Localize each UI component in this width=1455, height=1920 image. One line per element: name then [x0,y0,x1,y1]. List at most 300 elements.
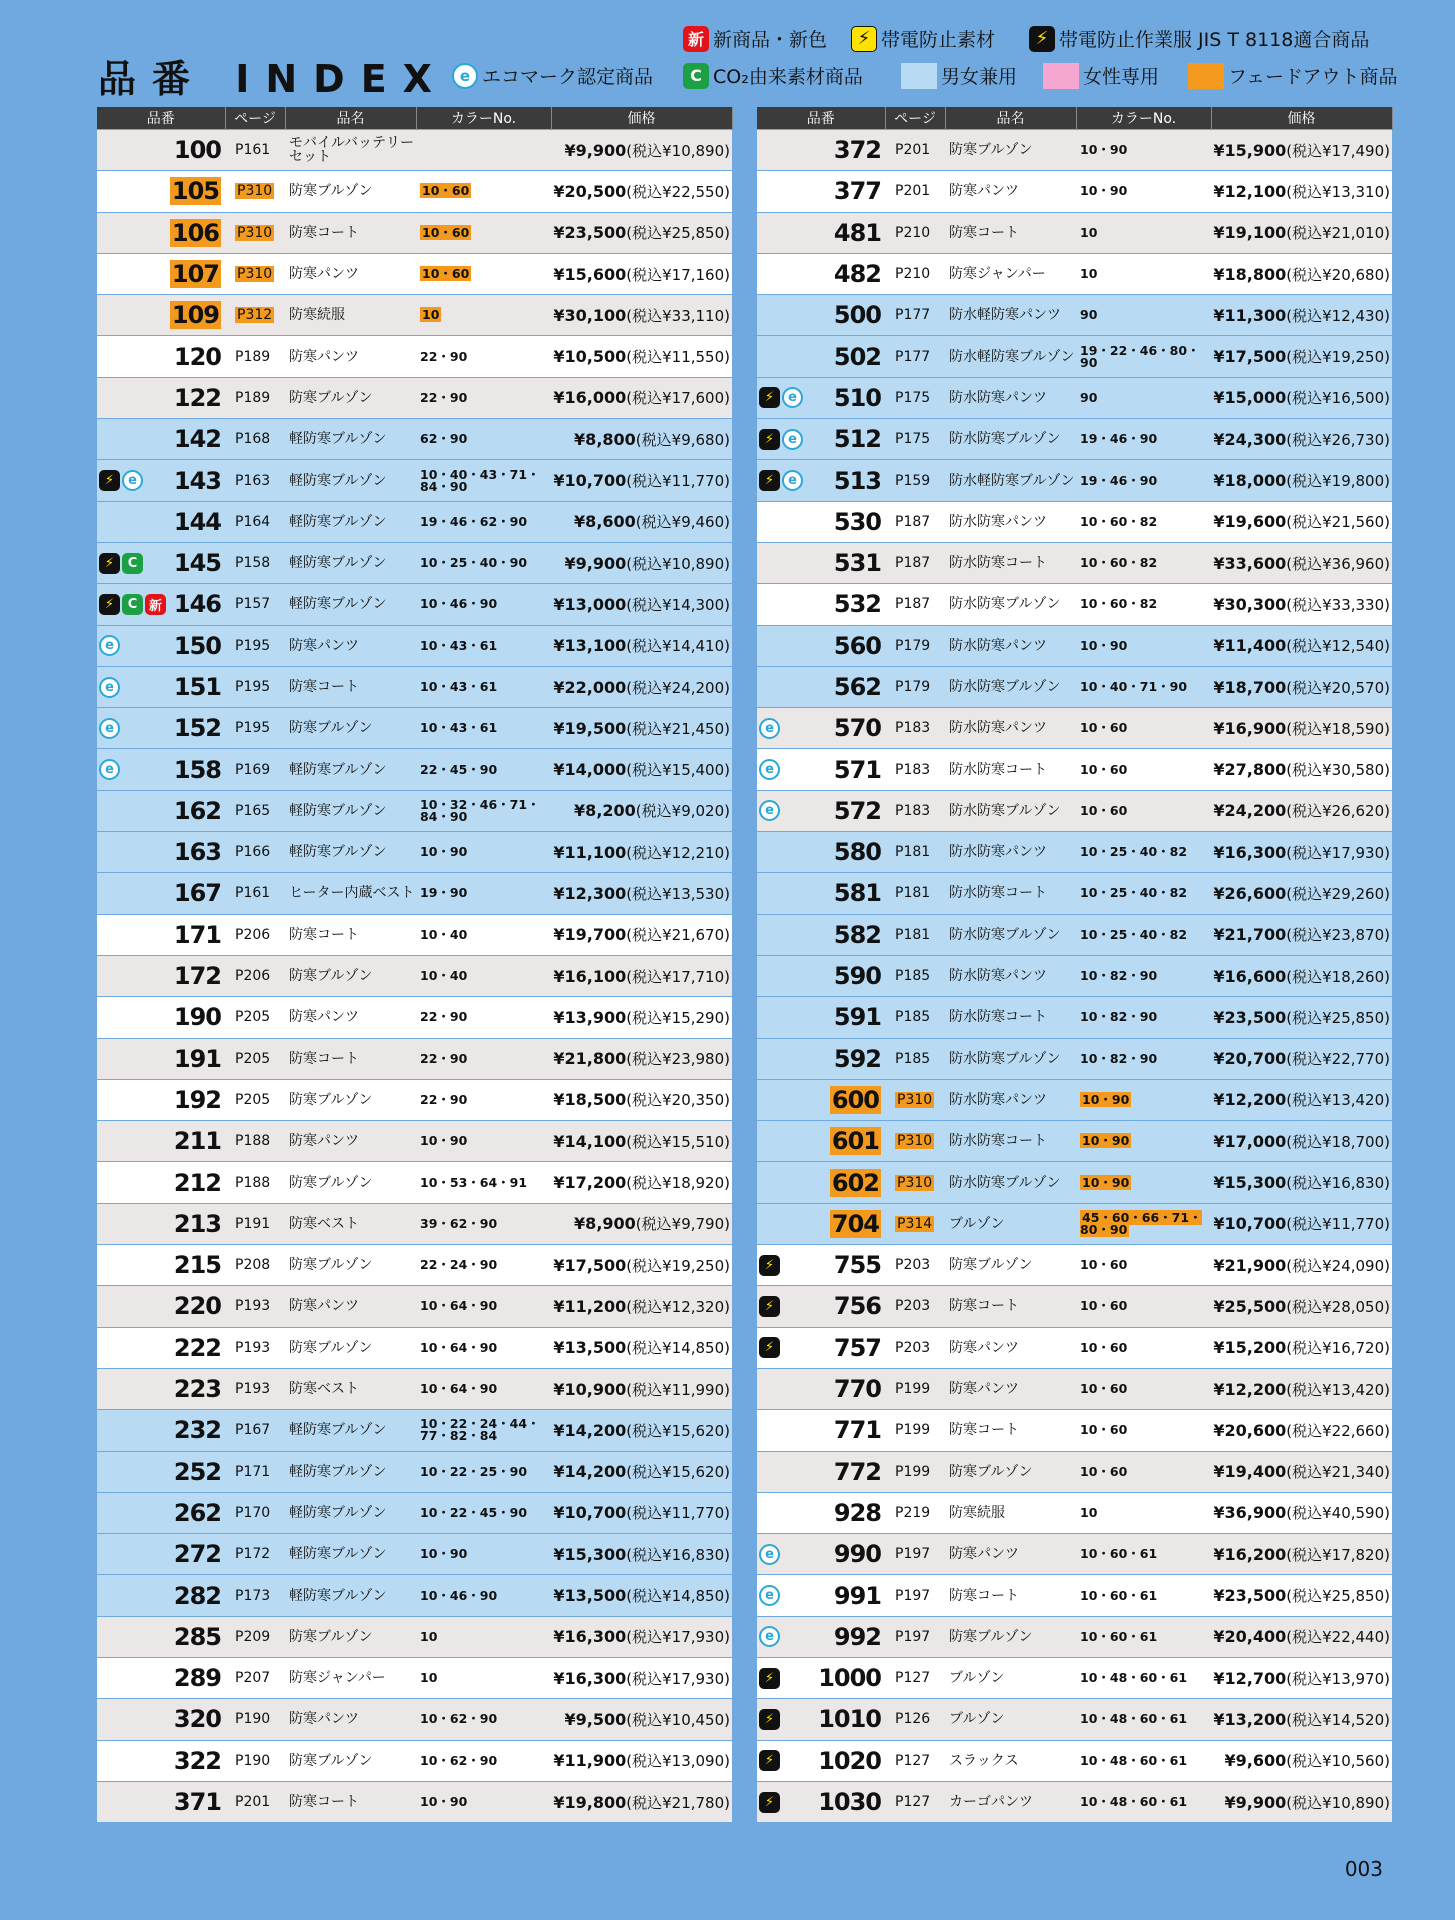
color-numbers: 10・90 [420,1133,468,1149]
color-numbers: 10・60 [1080,1381,1128,1397]
page-ref-cell [225,1534,285,1575]
color-numbers-cell [416,1121,551,1162]
item-number: 756 [833,1292,881,1321]
color-numbers: 10・60 [422,183,470,199]
price-with-tax: (税込¥9,790) [635,1215,730,1234]
table-row [97,749,732,790]
page-ref: P206 [235,926,271,943]
page-ref: P169 [235,761,271,778]
page-ref-cell [225,460,285,501]
price: ¥10,500 [553,347,627,367]
ecomark-icon: e [99,759,120,780]
item-number: 991 [833,1581,881,1610]
price-cell [1211,1451,1392,1492]
color-numbers-cell [1076,1781,1211,1822]
item-number: 592 [833,1044,881,1073]
page-ref-cell [225,1327,285,1368]
price: ¥10,900 [553,1379,627,1399]
price: ¥26,600 [1213,883,1287,903]
price-with-tax: (税込¥22,660) [1286,1421,1390,1440]
table-row [97,130,732,171]
item-number: 289 [173,1664,221,1693]
legend-antistatic-jis [1029,25,1369,52]
table-row [757,1699,1392,1740]
item-number: 771 [833,1416,881,1445]
product-name: 防寒ブルゾン [945,1451,1076,1492]
product-name: 軽防寒ブルゾン [285,584,416,625]
page-ref: P193 [235,1339,271,1356]
price-cell [1211,749,1392,790]
page-ref-cell [225,130,285,171]
color-numbers: 10・64・90 [420,1381,498,1397]
page-ref: P314 [897,1215,933,1232]
page-ref: P199 [895,1463,931,1480]
item-number: 510 [833,383,881,412]
icon-group [757,429,805,450]
page-ref-cell [225,1410,285,1451]
page-ref-cell [225,1121,285,1162]
ecomark-icon: e [782,429,803,450]
color-numbers-cell [1076,1121,1211,1162]
color-numbers: 10・46・90 [420,1587,498,1603]
price-cell [1211,336,1392,377]
price-with-tax: (税込¥13,420) [1286,1380,1390,1399]
page-ref: P310 [237,266,273,283]
price-cell [1211,832,1392,873]
legend-women-label: 女性専用 [1083,66,1160,88]
table-row [97,1492,732,1533]
page-ref-cell [225,171,285,212]
page-ref-cell [225,1740,285,1781]
lightning-icon: ⚡ [759,1750,780,1771]
color-numbers-cell [416,1740,551,1781]
item-number-cell [757,1203,885,1244]
item-number-cell [97,584,225,625]
page-ref: P170 [235,1504,271,1521]
item-number-cell [757,873,885,914]
price-with-tax: (税込¥16,500) [1286,389,1390,408]
price-with-tax: (税込¥18,260) [1286,967,1390,986]
price-cell [551,1616,732,1657]
page-ref: P206 [235,968,271,985]
table-row [97,1079,732,1120]
table-row [757,790,1392,831]
price: ¥8,800 [574,429,636,449]
item-number-cell [757,790,885,831]
page-ref-cell [885,1781,945,1822]
price-with-tax: (税込¥12,540) [1286,637,1390,656]
color-numbers: 19・90 [420,885,468,901]
ecomark-icon: e [99,718,120,739]
item-number: 532 [833,590,881,619]
page-ref-cell [225,1368,285,1409]
page-ref: P188 [235,1133,271,1150]
legend-antistatic-label: 帯電防止素材 [881,29,996,51]
price-with-tax: (税込¥36,960) [1286,554,1390,573]
price-with-tax: (税込¥13,090) [626,1752,730,1771]
page-ref-cell [225,914,285,955]
color-numbers: 19・22・46・80・90 [1080,342,1200,370]
item-number: 770 [833,1375,881,1404]
item-number: 371 [173,1788,221,1817]
price-with-tax: (税込¥14,300) [626,595,730,614]
color-numbers: 10・60・61 [1080,1587,1158,1603]
page-ref: P193 [235,1298,271,1315]
item-number: 512 [833,425,881,454]
color-numbers-cell [416,625,551,666]
page-ref-cell [225,708,285,749]
item-number-cell [97,336,225,377]
item-number-cell [757,501,885,542]
page-ref-cell [225,625,285,666]
color-numbers: 10・90 [1082,1174,1130,1190]
item-number: 322 [173,1746,221,1775]
page-ref: P166 [235,844,271,861]
color-numbers-cell [416,1245,551,1286]
color-numbers-cell [1076,873,1211,914]
table-row [757,749,1392,790]
table-body-left [97,130,732,1823]
item-number: 591 [833,1003,881,1032]
color-numbers: 10 [422,307,440,323]
page-ref-cell [225,377,285,418]
price-with-tax: (税込¥21,560) [1286,513,1390,532]
item-number-cell [97,708,225,749]
table-row [97,1740,732,1781]
table-row [757,1121,1392,1162]
product-name: 防水防寒パンツ [945,708,1076,749]
item-number: 992 [833,1622,881,1651]
color-numbers-cell [416,501,551,542]
product-name: ブルゾン [945,1203,1076,1244]
price-cell [551,1740,732,1781]
ecomark-icon: e [759,800,780,821]
table-row [757,625,1392,666]
color-numbers: 10・43・61 [420,637,498,653]
page-ref-cell [225,1245,285,1286]
product-name: カーゴパンツ [945,1781,1076,1822]
price-cell [551,749,732,790]
price-with-tax: (税込¥23,870) [1286,926,1390,945]
item-number-cell [97,997,225,1038]
item-number-cell [757,1451,885,1492]
price: ¥15,900 [1213,140,1287,160]
product-name: 防水防寒パンツ [945,1079,1076,1120]
item-number: 600 [831,1085,879,1114]
price-with-tax: (税込¥17,160) [626,265,730,284]
item-number-cell [757,1699,885,1740]
header-name: 品名 [945,107,1076,130]
price-with-tax: (税込¥11,550) [626,348,730,367]
color-numbers: 10・90 [420,1794,468,1810]
page-ref-cell [885,1410,945,1451]
price-cell [551,130,732,171]
page-ref-cell [225,749,285,790]
page-ref-cell [225,1699,285,1740]
color-numbers-cell [1076,1162,1211,1203]
product-name: 防寒ブルゾン [945,1616,1076,1657]
table-row [97,501,732,542]
product-name: 軽防寒ブルゾン [285,419,416,460]
color-numbers: 10・62・90 [420,1711,498,1727]
item-number-cell [757,832,885,873]
product-name: 防水軽防寒ブルゾン [945,336,1076,377]
page-ref: P177 [895,348,931,365]
product-name: 防水軽防寒パンツ [945,295,1076,336]
page-ref-cell [225,1492,285,1533]
color-numbers: 10・25・40・82 [1080,885,1188,901]
price-cell [551,460,732,501]
lightning-icon: ⚡ [851,26,877,52]
price-cell [551,708,732,749]
product-name: 軽防寒ブルゾン [285,790,416,831]
item-number-cell [97,1079,225,1120]
price-cell [1211,955,1392,996]
item-number-cell [757,377,885,418]
color-numbers-cell [416,130,551,171]
price: ¥13,200 [1213,1709,1287,1729]
price: ¥30,100 [553,305,627,325]
item-number-cell [757,336,885,377]
color-numbers-cell [1076,1616,1211,1657]
price-with-tax: (税込¥18,920) [626,1174,730,1193]
item-number-cell [757,708,885,749]
item-number: 109 [171,301,219,330]
price-cell [551,666,732,707]
price-cell [551,1451,732,1492]
color-numbers: 10・60・82 [1080,513,1158,529]
price: ¥14,000 [553,760,627,780]
price-with-tax: (税込¥28,050) [1286,1297,1390,1316]
price-cell [1211,130,1392,171]
item-number-cell [97,873,225,914]
table-row [757,1410,1392,1451]
product-name: 軽防寒ブルゾン [285,1534,416,1575]
item-number-cell [97,1038,225,1079]
item-number: 531 [833,549,881,578]
item-number: 105 [171,177,219,206]
item-number: 252 [173,1457,221,1486]
table-row [757,419,1392,460]
color-numbers-cell [1076,749,1211,790]
page-ref: P197 [895,1546,931,1563]
color-numbers-cell [1076,1368,1211,1409]
page-ref: P175 [895,431,931,448]
price-with-tax: (税込¥21,450) [626,719,730,738]
page-ref-cell [885,419,945,460]
price: ¥15,200 [1213,1338,1287,1358]
color-numbers-cell [416,1781,551,1822]
price: ¥17,000 [1213,1131,1287,1151]
price: ¥12,200 [1213,1379,1287,1399]
table-row [757,130,1392,171]
price: ¥17,500 [1213,347,1287,367]
price-cell [551,955,732,996]
price-with-tax: (税込¥11,990) [626,1380,730,1399]
color-numbers: 10・22・24・44・77・82・84 [420,1416,540,1444]
table-row [97,955,732,996]
table-row [97,336,732,377]
item-number: 1020 [818,1746,881,1775]
price-with-tax: (税込¥25,850) [1286,1008,1390,1027]
color-numbers-cell [416,171,551,212]
page-ref-cell [225,419,285,460]
item-number: 282 [173,1581,221,1610]
product-name: 防寒コート [945,1410,1076,1451]
page-ref-cell [885,790,945,831]
price-cell [1211,1410,1392,1451]
page-ref-cell [885,1492,945,1533]
price-with-tax: (税込¥33,330) [1286,595,1390,614]
table-row [97,171,732,212]
price-cell [551,584,732,625]
item-number-cell [757,1575,885,1616]
page-ref: P179 [895,637,931,654]
icon-group [757,800,782,821]
color-numbers: 10・90 [1080,142,1128,158]
price-cell [1211,1740,1392,1781]
product-name: 防寒コート [945,212,1076,253]
page-ref: P127 [895,1670,931,1687]
page-ref-cell [885,1699,945,1740]
lightning-black-icon: ⚡ [1029,26,1055,52]
page-ref: P190 [235,1711,271,1728]
color-numbers: 10・90 [420,844,468,860]
product-name: 防寒ブルゾン [285,1245,416,1286]
price-with-tax: (税込¥20,350) [626,1091,730,1110]
table-row [757,336,1392,377]
table-row [757,832,1392,873]
item-number-cell [97,1245,225,1286]
page-ref-cell [225,584,285,625]
item-number: 163 [173,838,221,867]
item-number-cell [97,253,225,294]
page-ref: P163 [235,472,271,489]
item-number: 158 [173,755,221,784]
item-number: 171 [173,920,221,949]
item-number-cell [757,1121,885,1162]
price: ¥23,500 [1213,1007,1287,1027]
table-row [97,666,732,707]
page-ref: P161 [235,142,271,159]
color-numbers: 10・60 [1080,1422,1128,1438]
price: ¥15,000 [1213,388,1287,408]
product-name: 防寒パンツ [945,1327,1076,1368]
price-cell [551,295,732,336]
women-swatch [1043,63,1079,89]
price-with-tax: (税込¥16,830) [1286,1174,1390,1193]
item-number: 162 [173,796,221,825]
color-numbers: 10・60・82 [1080,596,1158,612]
color-numbers-cell [1076,1492,1211,1533]
price: ¥13,500 [553,1338,627,1358]
color-numbers: 22・90 [420,1009,468,1025]
page-ref: P185 [895,1050,931,1067]
product-name: 防寒ブルゾン [285,171,416,212]
table-row [757,1616,1392,1657]
product-name: 防水防寒コート [945,749,1076,790]
page-ref-cell [885,377,945,418]
item-number-cell [757,171,885,212]
price-with-tax: (税込¥20,680) [1286,265,1390,284]
color-numbers: 10・60・82 [1080,555,1158,571]
price: ¥14,200 [553,1462,627,1482]
page-ref: P187 [895,596,931,613]
price-cell [1211,584,1392,625]
page-ref: P185 [895,1009,931,1026]
page-ref: P188 [235,1174,271,1191]
product-name: 防寒パンツ [285,336,416,377]
product-name: 防水防寒ブルゾン [945,790,1076,831]
item-number: 120 [173,342,221,371]
price: ¥11,300 [1213,305,1287,325]
price-with-tax: (税込¥22,550) [626,182,730,201]
table-row [757,1286,1392,1327]
lightning-icon: ⚡ [99,553,120,574]
price-cell [551,1575,732,1616]
color-numbers-cell [1076,377,1211,418]
color-numbers: 10・25・40・90 [420,555,528,571]
item-number-cell [97,501,225,542]
page-ref: P187 [895,513,931,530]
price-cell [1211,460,1392,501]
price-with-tax: (税込¥17,490) [1286,141,1390,160]
price-cell [1211,212,1392,253]
table-row [97,1327,732,1368]
item-number-cell [757,1534,885,1575]
product-name: 防寒ベスト [285,1368,416,1409]
product-name: 防寒コート [285,1781,416,1822]
price-with-tax: (税込¥19,250) [626,1256,730,1275]
price: ¥16,300 [1213,842,1287,862]
item-number-cell [97,1781,225,1822]
price-cell [551,1492,732,1533]
item-number-cell [757,542,885,583]
product-name: 防寒続服 [285,295,416,336]
page-ref: P183 [895,761,931,778]
page-ref: P199 [895,1422,931,1439]
item-number: 272 [173,1540,221,1569]
price-cell [551,1079,732,1120]
product-name: 防寒ブルゾン [285,1079,416,1120]
item-number: 562 [833,673,881,701]
price-cell [551,1534,732,1575]
color-numbers-cell [1076,997,1211,1038]
page-ref-cell [885,130,945,171]
product-name: 防水防寒ブルゾン [945,914,1076,955]
page-ref-cell [885,253,945,294]
price-with-tax: (税込¥17,930) [626,1628,730,1647]
color-numbers: 10・60 [1080,802,1128,818]
price: ¥33,600 [1213,553,1287,573]
table-row [97,1286,732,1327]
price-with-tax: (税込¥10,890) [1286,1793,1390,1812]
lightning-icon: ⚡ [759,1709,780,1730]
item-number-cell [757,666,885,707]
page-ref: P209 [235,1628,271,1645]
item-number: 212 [173,1168,221,1197]
color-numbers-cell [1076,336,1211,377]
color-numbers: 10・43・61 [420,679,498,694]
legend-new-label: 新商品・新色 [713,29,828,51]
product-name: 防寒ブルゾン [285,377,416,418]
table-row [97,708,732,749]
page-ref: P181 [895,844,931,861]
price-cell [551,832,732,873]
page-number: 003 [1344,1857,1383,1881]
color-numbers-cell [416,584,551,625]
icon-group [757,1296,782,1317]
